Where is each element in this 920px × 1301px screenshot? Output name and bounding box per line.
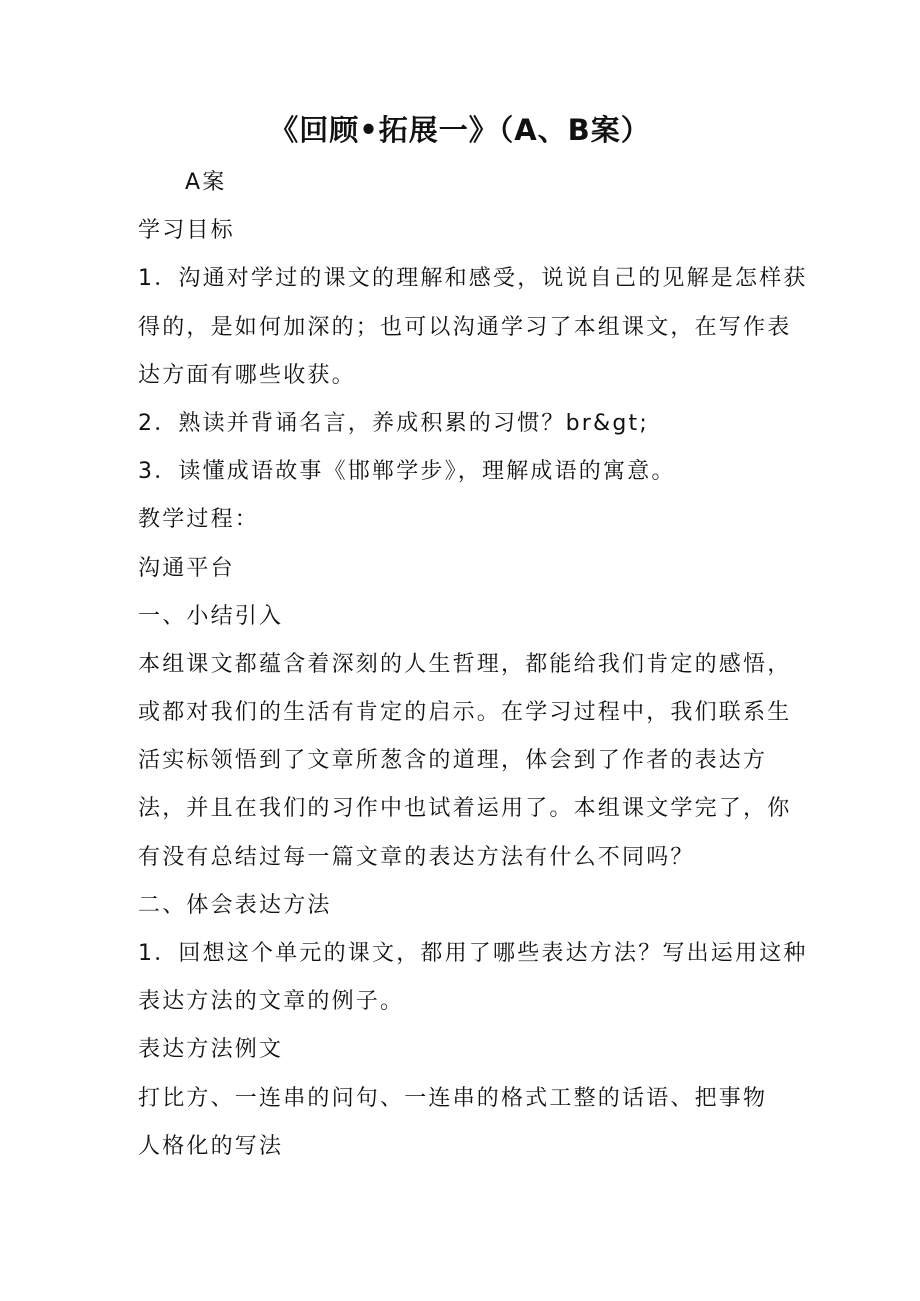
- paragraph-line: 1．沟通对学过的课文的理解和感受，说说自己的见解是怎样获: [138, 266, 808, 292]
- paragraph-line: 法，并且在我们的习作中也试着运用了。本组课文学完了，你: [138, 796, 792, 822]
- document-body: [138, 159, 808, 1171]
- paragraph-line: 得的，是如何加深的；也可以沟通学习了本组课文，在写作表: [138, 314, 792, 340]
- paragraph-line: 有没有总结过每一篇文章的表达方法有什么不同吗？: [138, 844, 695, 870]
- heading-teaching-process: 教学过程：: [138, 507, 260, 533]
- paragraph-line: 1．回想这个单元的课文，都用了哪些表达方法？写出运用这种: [138, 941, 808, 966]
- paragraph-line: 人格化的写法: [138, 1133, 284, 1159]
- heading-expression-methods: 二、体会表达方法: [138, 892, 332, 918]
- heading-learning-goals: 学习目标: [138, 218, 235, 244]
- paragraph-line: 本组课文都蕴含着深刻的人生哲理，都能给我们肯定的感悟，: [138, 651, 792, 677]
- paragraph-line: 表达方法的文章的例子。: [138, 989, 405, 1015]
- paragraph-line: 2．熟读并背诵名言，养成积累的习惯？br&gt;: [138, 410, 649, 436]
- heading-summary-intro: 一、小结引入: [138, 603, 284, 629]
- paragraph-line: 打比方、一连串的问句、一连串的格式工整的话语、把事物: [138, 1085, 768, 1111]
- document-title: 《回顾•拓展一》（A、B案）: [269, 113, 651, 147]
- paragraph-line: 达方面有哪些收获。: [138, 362, 356, 388]
- table-header-line: 表达方法例文: [138, 1037, 284, 1063]
- paragraph-line: 活实标领悟到了文章所葱含的道理，体会到了作者的表达方: [138, 748, 768, 774]
- paragraph-line: 或都对我们的生活有肯定的启示。在学习过程中，我们联系生: [138, 700, 792, 726]
- heading-communication-platform: 沟通平台: [138, 555, 235, 581]
- section-label-a: A案: [185, 170, 227, 195]
- paragraph-line: 3．读懂成语故事《邯郸学步》，理解成语的寓意。: [138, 459, 676, 485]
